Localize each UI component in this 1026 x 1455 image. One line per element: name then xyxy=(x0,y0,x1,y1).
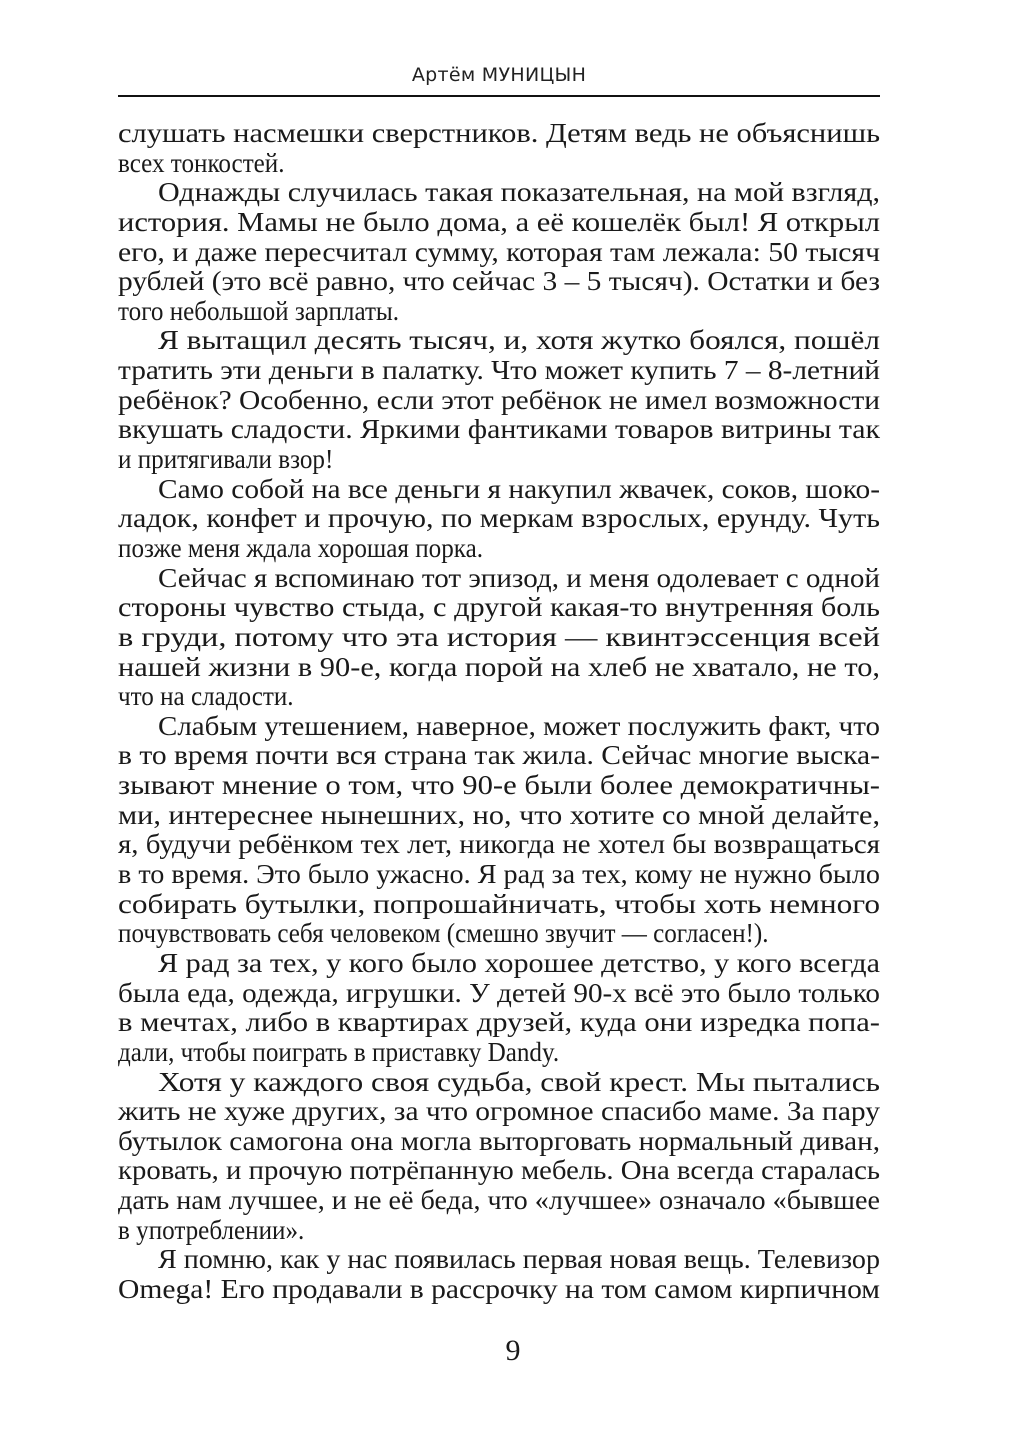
text-line-content: в то время почти вся страна так жила. Сейчас многие выска- xyxy=(118,740,880,771)
text-line xyxy=(118,712,880,742)
text-line-content: зывают мнение о том, что 90-е были более демократичны- xyxy=(118,770,880,801)
text-line xyxy=(118,238,880,268)
text-line xyxy=(118,623,880,653)
text-line-content: вкушать сладости. Яркими фантиками товаров витрины так xyxy=(118,414,880,445)
text-line xyxy=(118,1216,880,1246)
text-line-content: слушать насмешки сверстников. Детям ведь не объяснишь xyxy=(118,118,880,148)
text-line-content: в то время. Это было ужасно. Я рад за тех, кому не нужно было xyxy=(118,859,880,890)
text-line xyxy=(118,860,880,890)
text-line xyxy=(118,267,880,297)
text-line xyxy=(118,830,880,860)
text-line xyxy=(118,1245,880,1275)
text-line xyxy=(118,475,880,505)
text-line-content: стороны чувство стыда, с другой какая-то внутренняя боль xyxy=(118,592,880,623)
text-line-content: Omega! Его продавали в рассрочку на том самом кирпичном xyxy=(118,1273,880,1304)
body-text xyxy=(118,119,880,1305)
text-line xyxy=(118,504,880,534)
text-line-content: Слабым утешением, наверное, может послужить факт, что xyxy=(158,710,880,741)
text-line-content: тратить эти деньги в палатку. Что может купить 7 – 8-летний xyxy=(118,355,880,386)
text-line xyxy=(118,149,880,179)
text-line-content: история. Мамы не было дома, а её кошелёк был! Я открыл xyxy=(118,206,881,237)
text-line-content: что на сладости. xyxy=(118,681,294,712)
text-line xyxy=(118,741,880,771)
text-line xyxy=(118,178,880,208)
text-line xyxy=(118,386,880,416)
text-line-content: дали, чтобы поиграть в приставку Dandy. xyxy=(118,1036,560,1067)
text-line xyxy=(118,415,880,445)
text-line-content: его, и даже пересчитал сумму, которая там лежала: 50 тысяч xyxy=(118,236,880,267)
header-rule xyxy=(118,95,880,97)
text-line-content: Хотя у каждого своя судьба, свой крест. Мы пытались xyxy=(158,1066,880,1097)
text-line xyxy=(118,890,880,920)
text-line-content: кровать, и прочую потрёпанную мебель. Она всегда старалась xyxy=(118,1155,880,1186)
page-number: 9 xyxy=(505,1334,521,1367)
text-line xyxy=(118,326,880,356)
text-line xyxy=(118,1156,880,1186)
text-line xyxy=(118,445,880,475)
text-line xyxy=(118,949,880,979)
text-line xyxy=(118,1275,880,1305)
text-line xyxy=(118,1008,880,1038)
text-line xyxy=(118,1127,880,1157)
text-line-content: Однажды случилась такая показательная, на мой взгляд, xyxy=(158,177,880,208)
running-header: Артём МУНИЦЫН xyxy=(411,64,587,86)
text-line-content: почувствовать себя человеком (смешно звучит — согласен!). xyxy=(118,918,769,949)
text-line xyxy=(118,919,880,949)
text-line-content: и притягивали взор! xyxy=(118,444,334,475)
text-line-content: всех тонкостей. xyxy=(118,147,285,178)
text-line-content: в употреблении». xyxy=(118,1214,305,1245)
text-line-content: нашей жизни в 90-е, когда порой на хлеб не хватало, не то, xyxy=(118,651,880,682)
text-line xyxy=(118,653,880,683)
text-line-content: Я помню, как у нас появилась первая новая вещь. Телевизор xyxy=(158,1244,880,1275)
text-line-content: в мечтах, либо в квартирах друзей, куда они изредка попа- xyxy=(118,1007,880,1038)
text-line-content: ребёнок? Особенно, если этот ребёнок не имел возможности xyxy=(118,384,880,415)
text-line-content: Сейчас я вспоминаю тот эпизод, и меня одолевает с одной xyxy=(158,562,880,593)
text-line xyxy=(118,534,880,564)
text-line-content: жить не хуже других, за что огромное спасибо маме. За пару xyxy=(118,1096,881,1127)
text-line xyxy=(118,682,880,712)
text-line xyxy=(118,297,880,327)
text-line xyxy=(118,1068,880,1098)
text-line xyxy=(118,1186,880,1216)
text-line xyxy=(118,1038,880,1068)
text-line xyxy=(118,564,880,594)
text-line-content: в груди, потому что эта история — квинтэссенция всей xyxy=(118,621,881,652)
text-line-content: собирать бутылки, попрошайничать, чтобы хоть немного xyxy=(118,888,880,919)
text-line xyxy=(118,593,880,623)
text-line xyxy=(118,979,880,1009)
text-line xyxy=(118,1097,880,1127)
text-line-content: бутылок самогона она могла выторговать нормальный диван, xyxy=(118,1125,880,1156)
text-line-content: дать нам лучшее, и не её беда, что «лучшее» означало «бывшее xyxy=(118,1185,880,1216)
text-line xyxy=(118,208,880,238)
text-line-content: Я рад за тех, у кого было хорошее детство, у кого всегда xyxy=(158,947,881,978)
text-line-content: ми, интереснее нынешних, но, что хотите со мной делайте, xyxy=(118,799,880,830)
text-line-content: была еда, одежда, игрушки. У детей 90-х всё это было только xyxy=(118,977,880,1008)
text-line xyxy=(118,119,880,149)
text-line xyxy=(118,801,880,831)
text-line xyxy=(118,771,880,801)
text-line-content: я, будучи ребёнком тех лет, никогда не хотел бы возвращаться xyxy=(118,829,880,860)
text-line-content: Я вытащил десять тысяч, и, хотя жутко боялся, пошёл xyxy=(158,325,881,356)
text-line-content: Само собой на все деньги я накупил жвачек, соков, шоко- xyxy=(158,473,880,504)
text-line-content: того небольшой зарплаты. xyxy=(118,295,400,326)
text-line-content: ладок, конфет и прочую, по меркам взрослых, ерунду. Чуть xyxy=(118,503,880,534)
text-line-content: рублей (это всё равно, что сейчас 3 – 5 тысяч). Остатки и без xyxy=(118,266,880,297)
text-line xyxy=(118,356,880,386)
text-line-content: позже меня ждала хорошая порка. xyxy=(118,532,484,563)
